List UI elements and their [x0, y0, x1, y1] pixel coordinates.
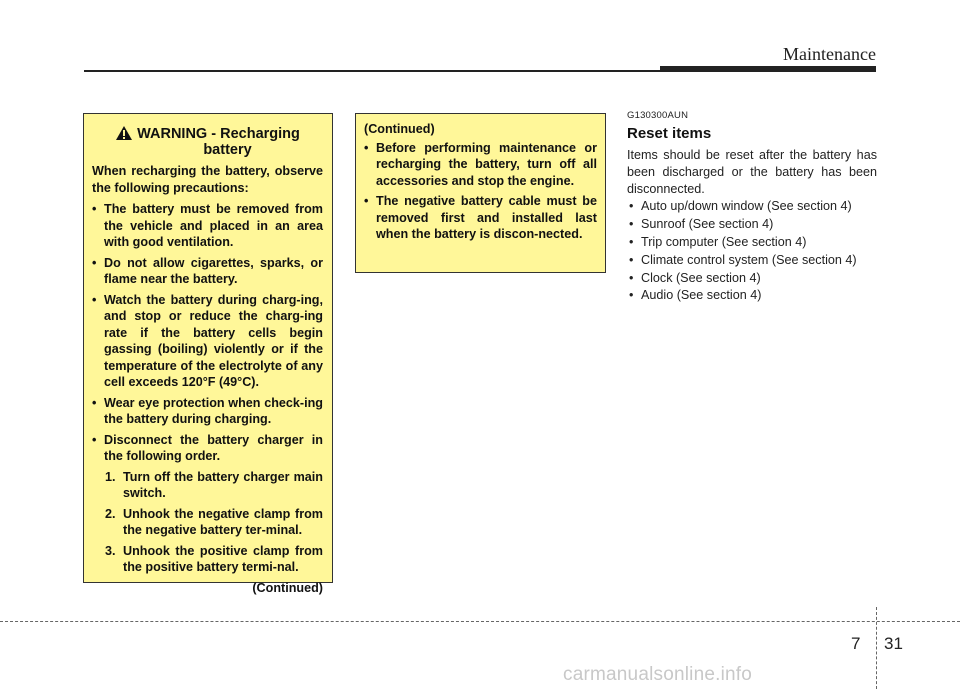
page-header-title: Maintenance — [783, 44, 876, 64]
step-item: 3. Unhook the positive clamp from the positive battery termi-nal. — [105, 543, 323, 574]
continued-heading: (Continued) — [364, 122, 435, 136]
list-item: • The negative battery cable must be removed first and installed last when the battery is discon-nected. — [364, 194, 597, 241]
step-item: 2. Unhook the negative clamp from the negative battery ter-minal. — [105, 506, 323, 537]
warning-title — [92, 126, 323, 142]
list-item: • Trip computer (See section 4) — [629, 234, 807, 249]
watermark: carmanualsonline.info — [563, 664, 753, 685]
list-item: • Auto up/down window (See section 4) — [629, 199, 852, 214]
chapter-number: 7 — [851, 634, 861, 653]
list-item: • Before performing maintenance or recharging the battery, turn off all accessories and stop the engine. — [364, 140, 597, 188]
list-item: • Disconnect the battery charger in the following order. — [92, 432, 323, 463]
list-item: • Watch the battery during charg-ing, and stop or reduce the charg-ing rate if the battery cells begin gassing (boiling) violently or if the temperature of the electrolyte of any cell exceeds 120°F (49°C). — [92, 292, 323, 389]
list-item: • Climate control system (See section 4) — [629, 252, 857, 267]
list-item: • The battery must be removed from the vehicle and placed in an area with good ventilation. — [92, 202, 323, 249]
list-item: • Sunroof (See section 4) — [629, 217, 774, 232]
list-item: • Audio (See section 4) — [629, 288, 762, 303]
footer-rule — [0, 621, 960, 622]
header-rule-thick — [660, 66, 876, 72]
section-intro: Items should be reset after the battery has been discharged or the battery has been disconnected. — [627, 148, 877, 196]
warning-label: WARNING — [137, 126, 208, 142]
section-code: G130300AUN — [627, 110, 689, 121]
continued-label: (Continued) — [252, 580, 323, 595]
warning-intro: When recharging the battery, observe the following precautions: — [92, 164, 323, 195]
warning-box — [83, 113, 333, 595]
warning-subtitle-2: battery — [203, 142, 252, 158]
footer-divider — [876, 607, 877, 689]
continued-warning-box — [355, 113, 606, 273]
header-rule-thin — [84, 70, 662, 72]
list-item: • Do not allow cigarettes, sparks, or flame near the battery. — [92, 255, 323, 286]
section-body — [627, 147, 877, 305]
warning-subtitle-1: - Recharging — [211, 126, 300, 142]
list-item: • Wear eye protection when check-ing the battery during charging. — [92, 395, 323, 426]
step-item: 1. Turn off the battery charger main switch. — [105, 469, 323, 500]
section-title: Reset items — [627, 125, 712, 142]
warning-triangle-icon — [115, 125, 133, 141]
list-item: • Clock (See section 4) — [629, 270, 761, 285]
page-number: 31 — [884, 634, 903, 653]
